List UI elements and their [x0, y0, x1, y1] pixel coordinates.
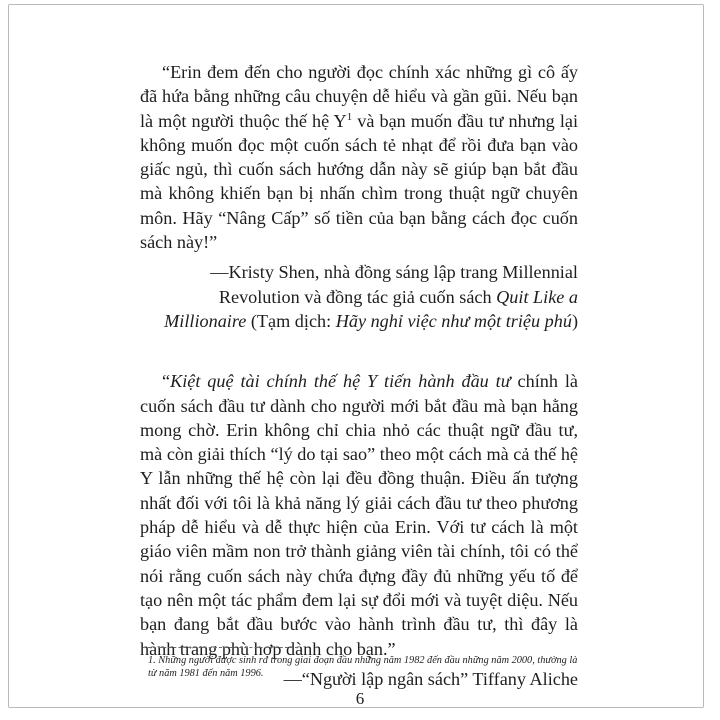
page-number: 6	[355, 689, 365, 708]
footnote-divider	[148, 647, 298, 648]
book-page	[140, 60, 578, 691]
quote-tiffany-aliche	[140, 369, 578, 691]
footnote: 1. Những người được sinh ra trong giai đoạn đầu những năm 1982 đến đầu những năm 2000, thường là từ năm 1981 đến năm 1996.	[148, 655, 578, 679]
translated-title: Hãy nghỉ việc như một triệu phú	[335, 310, 572, 331]
quote-text: “Kiệt quệ tài chính thế hệ Y tiến hành đầu tư chính là cuốn sách đầu tư dành cho người mới bắt đầu mà bạn hằng mong chờ. Erin không chỉ chia nhỏ các thuật ngữ đầu tư, mà còn giải thích “lý do tại sao” theo một cách mà cả thế hệ Y lẫn những thế hệ còn lại đều đồng thuận. Điều ấn tượng nhất đối với tôi là khả năng lý giải cách đầu tư theo phương pháp dễ hiểu và dễ thực hiện của Erin. Với tư cách là một giáo viên mầm non trở thành giảng viên tài chính, tôi có thể nói rằng cuốn sách này chứa đựng đầy đủ những yếu tố để tạo nên một tác phẩm đem lại sự đổi mới và tuyệt diệu. Nếu bạn đang bắt đầu bước vào hành trình đầu tư, thì đây là hành trang phù hợp dành cho bạn.”	[140, 371, 578, 659]
book-title: Quit Like a Millionaire	[164, 286, 578, 331]
book-title: Kiệt quệ tài chính thế hệ Y tiến hành đầu tư	[170, 371, 511, 392]
quote-kristy-shen	[140, 60, 578, 333]
footnote-ref[interactable]: 1	[346, 110, 353, 123]
quote-attribution: —Kristy Shen, nhà đồng sáng lập trang Millennial Revolution và đồng tác giả cuốn sách Quit Like a Millionaire (Tạm dịch: Hãy nghỉ việc như một triệu phú)	[164, 262, 578, 331]
quote-text: “Erin đem đến cho người đọc chính xác những gì cô ấy đã hứa bằng những câu chuyện dễ hiểu và gần gũi. Nếu bạn là một người thuộc thế hệ $Y^1$ và bạn muốn đầu tư nhưng lại không muốn đọc một cuốn sách tẻ nhạt để rồi đưa bạn vào giấc ngủ, thì cuốn sách hướng dẫn này sẽ giúp bạn bắt đầu mà không khiến bạn bị nhấn chìm trong thuật ngữ chuyên môn. Hãy “Nâng Cấp” số tiền của bạn bằng cách đọc cuốn sách này!”	[140, 62, 579, 253]
quote-attribution: —“Người lập ngân sách” Tiffany Aliche	[283, 668, 578, 689]
